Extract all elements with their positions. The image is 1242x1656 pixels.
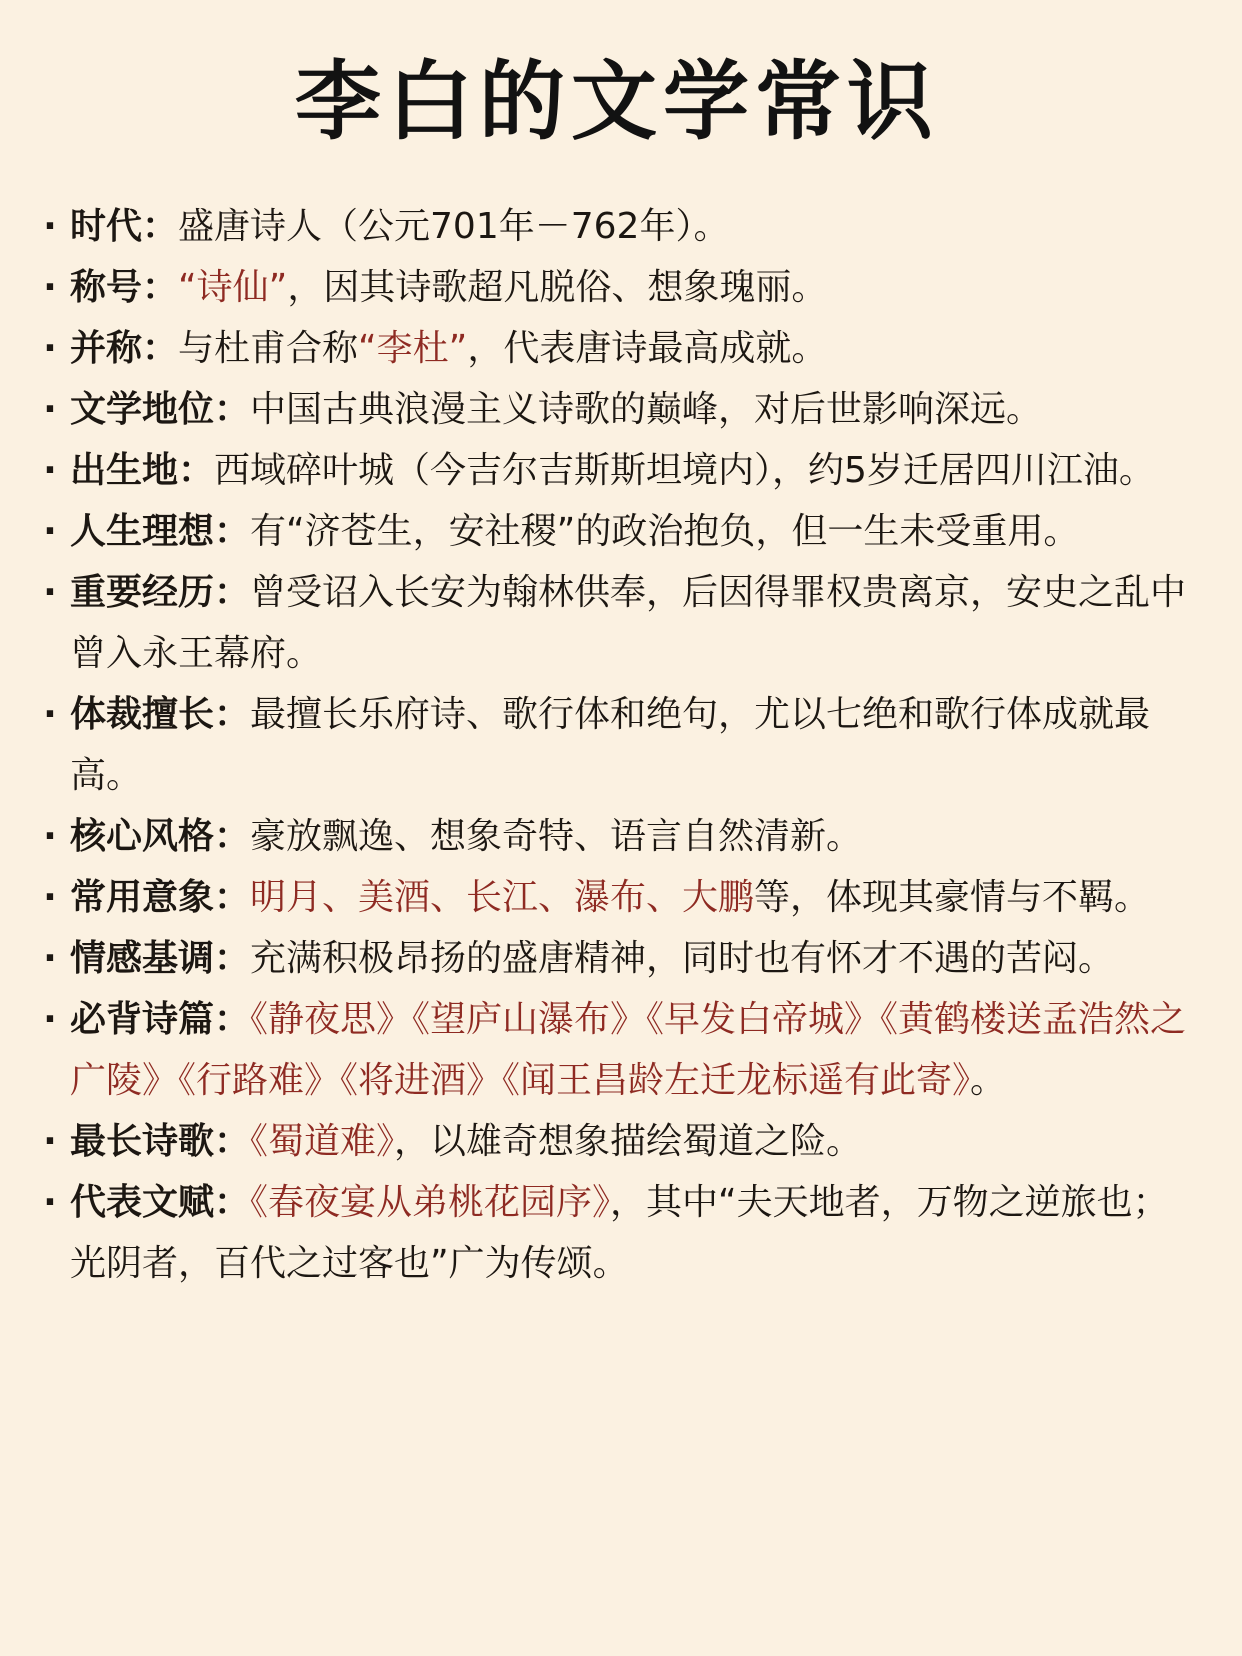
- list-item: [40, 1172, 1194, 1294]
- item-text: 西域碎叶城（今吉尔吉斯斯坦境内），约5岁迁居四川江油。: [214, 450, 1155, 491]
- highlight-text: 明月、美酒、长江、瀑布、大鹏: [250, 877, 755, 918]
- item-text: 曾受诏入长安为翰林供奉，后因得罪权贵离京，安史之乱中曾入永王幕府。: [70, 572, 1187, 674]
- item-label: 并称：: [70, 328, 179, 369]
- highlight-text: “李杜”: [358, 328, 468, 369]
- bullet-dot: ·: [43, 938, 57, 979]
- item-text: ，以雄奇想象描绘蜀道之险。: [394, 1121, 863, 1162]
- highlight-text: 《静夜思》《望庐山瀑布》《早发白帝城》《黄鹤楼送孟浩然之广陵》《行路难》《将进酒》《闻王昌龄左迁龙标遥有此寄》: [70, 999, 1187, 1101]
- list-item: [40, 257, 1194, 318]
- item-text: 盛唐诗人（公元701年－762年）。: [178, 206, 730, 247]
- item-label: 称号：: [70, 267, 179, 308]
- item-text: 中国古典浪漫主义诗歌的巅峰，对后世影响深远。: [250, 389, 1043, 430]
- list-item: [40, 501, 1194, 562]
- bullet-dot: ·: [43, 1121, 57, 1162]
- item-label: 体裁擅长：: [70, 694, 251, 735]
- list-item: [40, 928, 1194, 989]
- item-text: ，代表唐诗最高成就。: [467, 328, 828, 369]
- list-item: [40, 440, 1194, 501]
- item-label: 常用意象：: [70, 877, 251, 918]
- list-item: [40, 684, 1194, 806]
- item-text: ，因其诗歌超凡脱俗、想象瑰丽。: [287, 267, 828, 308]
- item-text: 。: [970, 1060, 1007, 1101]
- bullet-dot: ·: [43, 450, 57, 491]
- item-label: 人生理想：: [70, 511, 251, 552]
- item-text: 充满积极昂扬的盛唐精神，同时也有怀才不遇的苦闷。: [250, 938, 1115, 979]
- bullet-dot: ·: [43, 816, 57, 857]
- list-item: [40, 196, 1194, 257]
- list-item: [40, 379, 1194, 440]
- bullet-dot: ·: [43, 267, 57, 308]
- list-item: [40, 989, 1194, 1111]
- bullet-dot: ·: [43, 206, 57, 247]
- list-item: [40, 806, 1194, 867]
- item-label: 出生地：: [70, 450, 215, 491]
- item-text: 与杜甫合称: [178, 328, 359, 369]
- bullet-dot: ·: [43, 328, 57, 369]
- item-label: 核心风格：: [70, 816, 251, 857]
- highlight-text: “诗仙”: [178, 267, 288, 308]
- bullet-dot: ·: [43, 877, 57, 918]
- bullet-dot: ·: [43, 389, 57, 430]
- highlight-text: 《蜀道难》: [250, 1121, 395, 1162]
- bullet-dot: ·: [43, 999, 57, 1040]
- bullet-dot: ·: [43, 511, 57, 552]
- item-text: 最擅长乐府诗、歌行体和绝句，尤以七绝和歌行体成就最高。: [70, 694, 1151, 796]
- bullet-dot: ·: [43, 1182, 57, 1223]
- list-item: [40, 867, 1194, 928]
- list-item: [40, 318, 1194, 379]
- bullet-dot: ·: [43, 572, 57, 613]
- item-text: 等，体现其豪情与不羁。: [754, 877, 1151, 918]
- item-label: 时代：: [70, 206, 179, 247]
- list-item: [40, 562, 1194, 684]
- fact-list: [40, 196, 1194, 1294]
- item-label: 文学地位：: [70, 389, 251, 430]
- item-label: 代表文赋：: [70, 1182, 251, 1223]
- item-label: 必背诗篇：: [70, 999, 251, 1040]
- list-item: [40, 1111, 1194, 1172]
- highlight-text: 《春夜宴从弟桃花园序》: [250, 1182, 611, 1223]
- item-text: ，其中“夫天地者，万物之逆旅也；光阴者，百代之过客也”广为传颂。: [70, 1182, 1169, 1284]
- bullet-dot: ·: [43, 694, 57, 735]
- item-label: 最长诗歌：: [70, 1121, 251, 1162]
- item-text: 有“济苍生，安社稷”的政治抱负，但一生未受重用。: [250, 511, 1080, 552]
- item-label: 情感基调：: [70, 938, 251, 979]
- item-text: 豪放飘逸、想象奇特、语言自然清新。: [250, 816, 863, 857]
- item-label: 重要经历：: [70, 572, 251, 613]
- page-title: 李白的文学常识: [295, 52, 939, 152]
